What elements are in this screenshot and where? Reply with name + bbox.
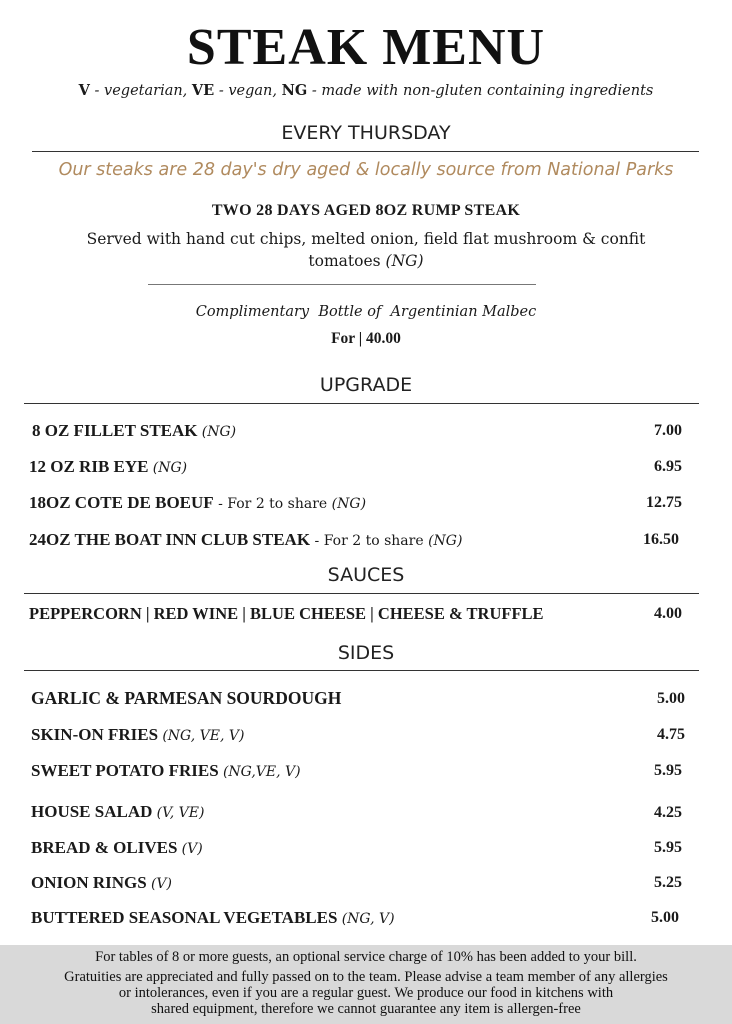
legend-v-code: V xyxy=(78,82,90,99)
footer-service-charge: For tables of 8 or more guests, an optional service charge of 10% has been added to your bill. xyxy=(95,949,637,965)
legend-ng-text: - made with non-gluten containing ingredients xyxy=(311,83,654,99)
footer-allergies: or intolerances, even if you are a regular guest. We produce our food in kitchens with xyxy=(118,985,614,1001)
wine-offer: Complimentary Bottle of Argentinian Malbec xyxy=(195,304,537,320)
side-item-name xyxy=(31,760,301,783)
item-name: 12 OZ RIB EYE xyxy=(29,457,149,476)
dietary-legend xyxy=(0,81,732,101)
upgrade-item-name xyxy=(29,529,462,552)
special-price: For | 40.00 xyxy=(331,330,401,347)
side-item-name xyxy=(31,801,204,824)
footer-allergen-free: shared equipment, therefore we cannot guarantee any item is allergen-free xyxy=(151,1001,581,1017)
legend-ve-code: VE xyxy=(191,82,215,99)
legend-v-text: - vegetarian, xyxy=(94,83,188,99)
item-dietary-tag: (NG) xyxy=(331,496,367,512)
item-name: HOUSE SALAD xyxy=(31,802,153,821)
footer-notice xyxy=(0,945,732,1024)
side-item-price: 5.00 xyxy=(657,690,685,707)
item-dietary-tag: (V, VE) xyxy=(156,805,205,821)
item-dietary-tag: (V) xyxy=(181,841,203,857)
dish-divider xyxy=(148,284,536,285)
section-heading-sauces: SAUCES xyxy=(327,564,405,586)
side-item-price: 4.25 xyxy=(654,804,682,821)
upgrade-item-name xyxy=(29,456,187,479)
item-dietary-tag: (NG, V) xyxy=(341,911,395,927)
item-name: ONION RINGS xyxy=(31,873,147,892)
side-item-name xyxy=(31,907,395,930)
footer-gratuities: Gratuities are appreciated and fully passed on to the team. Please advise a team member of any allergies xyxy=(64,969,668,985)
item-name: 24OZ THE BOAT INN CLUB STEAK xyxy=(29,530,311,549)
dish-dietary-tag: (NG) xyxy=(385,252,424,270)
legend-ng-code: NG xyxy=(281,82,308,99)
page-title: STEAK MENU xyxy=(186,19,546,76)
item-dietary-tag: (NG) xyxy=(428,533,463,549)
section-heading-sides: SIDES xyxy=(337,642,395,664)
upgrade-item-price: 6.95 xyxy=(654,458,682,475)
sauces-list: PEPPERCORN | RED WINE | BLUE CHEESE | CHEESE & TRUFFLE xyxy=(29,604,544,623)
steak-tagline: Our steaks are 28 day's dry aged & locally source from National Parks xyxy=(58,160,674,180)
side-item-name xyxy=(31,872,172,895)
side-item-name xyxy=(31,724,244,747)
upgrade-item-name xyxy=(32,420,236,443)
section-heading-every-thursday: EVERY THURSDAY xyxy=(281,122,451,144)
special-dish-title: TWO 28 DAYS AGED 8OZ RUMP STEAK xyxy=(211,202,521,219)
special-dish-description xyxy=(0,228,732,272)
item-dietary-tag: (NG, VE, V) xyxy=(162,728,245,744)
section-heading-upgrade: UPGRADE xyxy=(319,374,413,396)
item-dietary-tag: (NG,VE, V) xyxy=(222,764,301,780)
section-divider xyxy=(24,670,699,671)
item-note: - For 2 to share xyxy=(213,496,332,512)
item-name: BREAD & OLIVES xyxy=(31,838,178,857)
section-divider xyxy=(24,403,699,404)
side-item-price: 5.95 xyxy=(654,762,682,779)
item-dietary-tag: (V) xyxy=(150,876,173,892)
dish-description-line1: Served with hand cut chips, melted onion, field flat mushroom & confit xyxy=(86,230,646,248)
dish-description-line2 xyxy=(0,250,732,272)
section-divider xyxy=(24,593,699,594)
item-name: SKIN-ON FRIES xyxy=(31,725,159,744)
upgrade-item-name xyxy=(29,492,366,515)
item-note: - For 2 to share xyxy=(310,533,429,549)
side-item-name xyxy=(31,687,341,709)
legend-ve-text: - vegan, xyxy=(218,83,277,99)
item-name: 8 OZ FILLET STEAK xyxy=(32,421,198,440)
dish-description-tomatoes: tomatoes xyxy=(308,252,381,270)
side-item-price: 5.25 xyxy=(654,874,682,891)
sauces-price: 4.00 xyxy=(654,605,682,622)
side-item-price: 5.95 xyxy=(654,839,682,856)
upgrade-item-price: 7.00 xyxy=(654,422,682,439)
item-dietary-tag: (NG) xyxy=(201,424,237,440)
upgrade-item-price: 16.50 xyxy=(643,531,679,548)
side-item-price: 5.00 xyxy=(651,909,679,926)
item-dietary-tag: (NG) xyxy=(152,460,188,476)
side-item-price: 4.75 xyxy=(657,726,685,743)
side-item-name xyxy=(31,837,203,860)
item-name: GARLIC & PARMESAN SOURDOUGH xyxy=(31,688,342,708)
item-name: 18OZ COTE DE BOEUF xyxy=(29,493,214,512)
item-name: BUTTERED SEASONAL VEGETABLES xyxy=(31,908,338,927)
section-divider xyxy=(32,151,699,152)
upgrade-item-price: 12.75 xyxy=(646,494,682,511)
item-name: SWEET POTATO FRIES xyxy=(31,761,219,780)
